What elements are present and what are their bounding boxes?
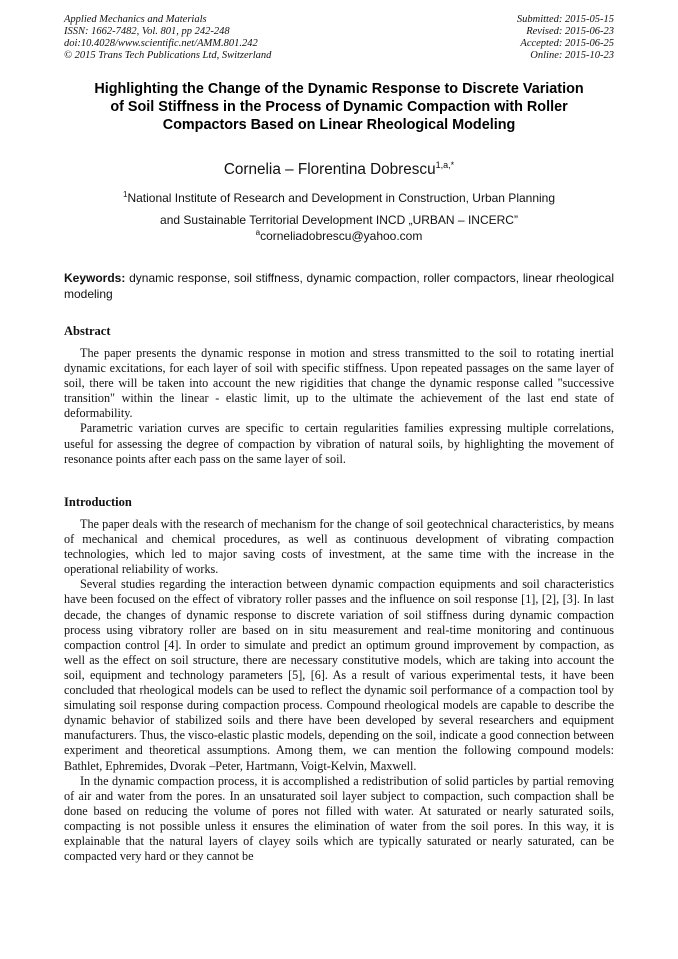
author-name: Cornelia – Florentina Dobrescu — [223, 161, 436, 179]
journal-info — [64, 14, 271, 62]
keywords — [64, 270, 614, 302]
keywords-label: Keywords: — [64, 271, 126, 285]
author — [0, 160, 678, 179]
author-sup: 1,a,* — [435, 160, 455, 170]
introduction-paragraph: In the dynamic compaction process, it is accomplished a redistribution of solid particles by partial removing of air and water from the pores. In an unsaturated soil layer subject to compaction, such compaction shall be done based on reducing the volume of pores not filled with water. At saturated or nearly saturated soils, compacting is not possible unless it ensures the elimination of water from the soil pores. In this way, it is explainable that the natural layers of clayey soils which are typically saturated or nearly saturated, can be compacted very hard or they cannot be — [64, 773, 614, 864]
abstract-heading: Abstract — [64, 324, 111, 338]
keywords-text: dynamic response, soil stiffness, dynamic compaction, roller compactors, linear rheological modeling — [64, 271, 614, 301]
date-online: Online: 2015-10-23 — [530, 50, 614, 61]
title-line: Compactors Based on Linear Rheological Modeling — [162, 117, 516, 133]
date-accepted: Accepted: 2015-06-25 — [520, 38, 614, 49]
introduction-body — [64, 517, 614, 864]
journal-doi: doi:10.4028/www.scientific.net/AMM.801.242 — [64, 38, 258, 49]
affiliation-line: $^1$National Institute of Research and Development in Construction, Urban Planning — [122, 190, 556, 205]
introduction-heading: Introduction — [64, 495, 132, 509]
abstract-paragraph: Parametric variation curves are specific to certain regularities families expressing multiple correlations, useful for assessing the degree of compaction by vibration of natural soils, by highlighting the movement of resonance points after each pass on the same layer of soil. — [64, 421, 614, 466]
affiliation-line: and Sustainable Territorial Development INCD „URBAN – INCERC” — [160, 213, 518, 227]
affiliation-sup: 1 — [122, 190, 128, 199]
introduction-paragraph: Several studies regarding the interaction between dynamic compaction equipments and soil characteristics have been focused on the effect of vibratory roller passes and the influence on soil response [1], [2], [3]. In last decade, the changes of dynamic response to discrete variation of soil stiffness during dynamic compaction process using vibratory roller are based on in situ measurement and real-time monitoring and continuous compaction control [4]. In order to simulate and predict an optimum ground improvement by compaction, as well as the effect on soil structure, there are necessary constitutive models, which are taking into account the soil, equipment and technology parameters [5], [6]. As a result of various experimental tests, it have been concluded that rheological models can be used to reflect the dynamic soil performance of a compaction tool by simulating soil response during compaction process. Compound rheological models are capable to describe the dynamic behavior of stabilized soils and there have been developed by several researchers and equipment manufacturers. Thus, the visco-elastic plastic models, depending on the soil, indicate a good connection between experiment and theoretical assumptions. Among them, we can mention the following compound models: Bathlet, Ephremides, Dvorak –Peter, Hartmann, Voigt-Kelvin, Maxwell. — [64, 577, 614, 773]
submission-dates — [517, 14, 614, 62]
date-revised: Revised: 2015-06-23 — [526, 26, 614, 37]
email-sup: a — [255, 228, 261, 237]
abstract-paragraph: The paper presents the dynamic response in motion and stress transmitted to the soil to rotating inertial dynamic excitations, for each layer of soil with specific stiffness. Upon repeated passages on the same layer of soil, there will be taken into account the new rigidities that change the dynamic response called "successive transition" within the linear - elastic limit, up to the ultimate the achievement of the last end state of deformability. — [64, 346, 614, 421]
introduction-paragraph: The paper deals with the research of mechanism for the change of soil geotechnical characteristics, by means of mechanical and chemical procedures, as well as continuous development of vibrating compaction technologies, which led to major saving costs of investment, at the same time with the increase in the operational reliability of works. — [64, 517, 614, 577]
email-address: corneliadobrescu@yahoo.com — [260, 229, 423, 243]
abstract-body — [64, 346, 614, 467]
title-line: Highlighting the Change of the Dynamic Response to Discrete Variation — [94, 81, 584, 97]
title-line: of Soil Stiffness in the Process of Dynamic Compaction with Roller — [110, 99, 568, 115]
journal-copyright: © 2015 Trans Tech Publications Ltd, Switzerland — [64, 50, 272, 61]
journal-name: Applied Mechanics and Materials — [64, 14, 207, 25]
date-submitted: Submitted: 2015-05-15 — [516, 14, 614, 25]
paper-title — [60, 80, 618, 134]
affiliation — [0, 184, 678, 231]
author-email — [0, 228, 678, 243]
journal-issn: ISSN: 1662-7482, Vol. 801, pp 242-248 — [64, 26, 230, 37]
